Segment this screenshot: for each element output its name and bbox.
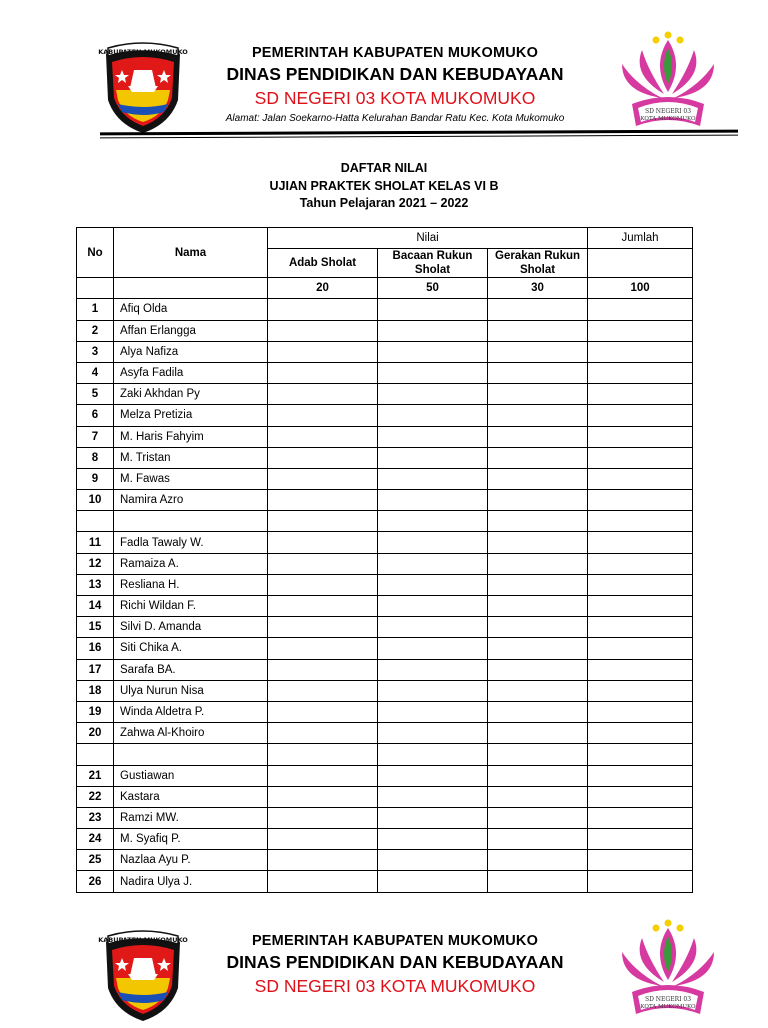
student-number: 3 xyxy=(77,341,114,362)
letterhead-top xyxy=(0,30,768,140)
score-gerakan-cell xyxy=(488,362,588,383)
score-gerakan-cell xyxy=(488,871,588,892)
score-adab-cell xyxy=(268,871,378,892)
table-row xyxy=(77,829,693,850)
score-bacaan-cell xyxy=(378,617,488,638)
score-bacaan-cell xyxy=(378,553,488,574)
grade-table xyxy=(76,227,693,893)
score-gerakan-cell xyxy=(488,850,588,871)
score-bacaan-cell xyxy=(378,405,488,426)
student-name xyxy=(114,511,268,532)
score-gerakan-cell xyxy=(488,701,588,722)
student-name: Affan Erlangga xyxy=(114,320,268,341)
score-adab-cell xyxy=(268,384,378,405)
score-gerakan-cell xyxy=(488,468,588,489)
score-total-cell xyxy=(588,596,693,617)
score-bacaan-cell xyxy=(378,659,488,680)
student-number: 23 xyxy=(77,807,114,828)
score-gerakan-cell xyxy=(488,511,588,532)
score-bacaan-cell xyxy=(378,871,488,892)
max-score-total: 100 xyxy=(588,278,693,299)
school-name: SD NEGERI 03 KOTA MUKOMUKO xyxy=(254,88,536,108)
score-bacaan-cell xyxy=(378,829,488,850)
student-number: 5 xyxy=(77,384,114,405)
score-total-cell xyxy=(588,490,693,511)
student-name: M. Tristan xyxy=(114,447,268,468)
kabupaten-mukomuko-emblem-icon xyxy=(98,40,188,135)
score-gerakan-cell xyxy=(488,659,588,680)
student-name: Asyfa Fadila xyxy=(114,362,268,383)
student-name: Zahwa Al-Khoiro xyxy=(114,723,268,744)
score-adab-cell xyxy=(268,701,378,722)
score-gerakan-cell xyxy=(488,807,588,828)
score-adab-cell xyxy=(268,680,378,701)
score-bacaan-cell xyxy=(378,384,488,405)
score-gerakan-cell xyxy=(488,723,588,744)
score-adab-cell xyxy=(268,659,378,680)
score-adab-cell xyxy=(268,553,378,574)
student-number: 25 xyxy=(77,850,114,871)
letterhead-text xyxy=(185,932,605,998)
score-total-cell xyxy=(588,405,693,426)
student-number: 6 xyxy=(77,405,114,426)
score-total-cell xyxy=(588,299,693,320)
header-gerakan-rukun-sholat: Gerakan Rukun Sholat xyxy=(488,249,588,278)
student-name: Ramaiza A. xyxy=(114,553,268,574)
score-total-cell xyxy=(588,807,693,828)
student-number: 9 xyxy=(77,468,114,489)
table-row xyxy=(77,638,693,659)
score-bacaan-cell xyxy=(378,574,488,595)
table-row xyxy=(77,490,693,511)
table-row xyxy=(77,659,693,680)
student-number xyxy=(77,744,114,765)
student-number: 16 xyxy=(77,638,114,659)
score-total-cell xyxy=(588,871,693,892)
score-adab-cell xyxy=(268,490,378,511)
right-logo-label-2: KOTA MUKOMUKO xyxy=(640,116,696,122)
score-adab-cell xyxy=(268,829,378,850)
student-name: Gustiawan xyxy=(114,765,268,786)
score-gerakan-cell xyxy=(488,341,588,362)
student-number: 26 xyxy=(77,871,114,892)
score-gerakan-cell xyxy=(488,786,588,807)
student-name xyxy=(114,744,268,765)
table-row xyxy=(77,786,693,807)
student-name: Resliana H. xyxy=(114,574,268,595)
score-gerakan-cell xyxy=(488,680,588,701)
score-gerakan-cell xyxy=(488,829,588,850)
score-total-cell xyxy=(588,362,693,383)
score-adab-cell xyxy=(268,574,378,595)
max-score-adab: 20 xyxy=(268,278,378,299)
score-bacaan-cell xyxy=(378,447,488,468)
score-total-cell xyxy=(588,617,693,638)
score-total-cell xyxy=(588,468,693,489)
header-nama: Nama xyxy=(114,228,268,278)
student-number: 22 xyxy=(77,786,114,807)
score-adab-cell xyxy=(268,511,378,532)
school-lotus-logo-icon xyxy=(612,30,724,130)
score-adab-cell xyxy=(268,765,378,786)
student-number xyxy=(77,511,114,532)
score-total-cell xyxy=(588,765,693,786)
header-nilai: Nilai xyxy=(268,228,588,249)
student-name: Zaki Akhdan Py xyxy=(114,384,268,405)
score-bacaan-cell xyxy=(378,850,488,871)
table-row xyxy=(77,680,693,701)
score-total-cell xyxy=(588,384,693,405)
score-total-cell xyxy=(588,723,693,744)
table-row xyxy=(77,532,693,553)
score-adab-cell xyxy=(268,638,378,659)
table-row xyxy=(77,553,693,574)
header-bacaan-rukun-sholat: Bacaan Rukun Sholat xyxy=(378,249,488,278)
student-name: Melza Pretizia xyxy=(114,405,268,426)
table-row xyxy=(77,723,693,744)
student-number: 14 xyxy=(77,596,114,617)
score-gerakan-cell xyxy=(488,553,588,574)
score-total-cell xyxy=(588,744,693,765)
header-adab-sholat: Adab Sholat xyxy=(268,249,378,278)
score-bacaan-cell xyxy=(378,680,488,701)
table-row xyxy=(77,850,693,871)
table-row xyxy=(77,320,693,341)
score-adab-cell xyxy=(268,362,378,383)
score-adab-cell xyxy=(268,850,378,871)
title-line-3: Tahun Pelajaran 2021 – 2022 xyxy=(299,196,469,210)
score-total-cell xyxy=(588,659,693,680)
score-gerakan-cell xyxy=(488,447,588,468)
table-row xyxy=(77,341,693,362)
score-bacaan-cell xyxy=(378,807,488,828)
student-name: Nazlaa Ayu P. xyxy=(114,850,268,871)
score-total-cell xyxy=(588,850,693,871)
table-row xyxy=(77,405,693,426)
student-name: Sarafa BA. xyxy=(114,659,268,680)
student-number: 1 xyxy=(77,299,114,320)
score-adab-cell xyxy=(268,447,378,468)
header-row-1 xyxy=(77,228,693,249)
table-row xyxy=(77,299,693,320)
score-bacaan-cell xyxy=(378,320,488,341)
header-no: No xyxy=(77,228,114,278)
score-total-cell xyxy=(588,320,693,341)
score-gerakan-cell xyxy=(488,405,588,426)
table-row xyxy=(77,765,693,786)
student-name: M. Fawas xyxy=(114,468,268,489)
student-name: Ulya Nurun Nisa xyxy=(114,680,268,701)
score-adab-cell xyxy=(268,596,378,617)
score-adab-cell xyxy=(268,786,378,807)
student-name: Alya Nafiza xyxy=(114,341,268,362)
student-name: Silvi D. Amanda xyxy=(114,617,268,638)
score-gerakan-cell xyxy=(488,490,588,511)
score-bacaan-cell xyxy=(378,723,488,744)
score-adab-cell xyxy=(268,405,378,426)
student-number: 13 xyxy=(77,574,114,595)
score-adab-cell xyxy=(268,341,378,362)
score-gerakan-cell xyxy=(488,744,588,765)
score-total-cell xyxy=(588,574,693,595)
student-number: 24 xyxy=(77,829,114,850)
score-adab-cell xyxy=(268,468,378,489)
max-score-bacaan: 50 xyxy=(378,278,488,299)
student-number: 21 xyxy=(77,765,114,786)
max-score-gerakan: 30 xyxy=(488,278,588,299)
title-line-1: DAFTAR NILAI xyxy=(340,161,428,175)
table-row xyxy=(77,447,693,468)
score-bacaan-cell xyxy=(378,299,488,320)
score-adab-cell xyxy=(268,744,378,765)
school-address: Alamat: Jalan Soekarno-Hatta Kelurahan Bandar Ratu Kec. Kota Mukomuko xyxy=(225,113,565,124)
right-logo-label-2: KOTA MUKOMUKO xyxy=(640,1004,696,1010)
student-name: Winda Aldetra P. xyxy=(114,701,268,722)
table-row xyxy=(77,511,693,532)
letterhead-text xyxy=(185,44,605,126)
score-gerakan-cell xyxy=(488,596,588,617)
table-row xyxy=(77,701,693,722)
score-gerakan-cell xyxy=(488,320,588,341)
left-logo-label: KABUPATEN MUKOMUKO xyxy=(98,48,188,56)
student-number: 7 xyxy=(77,426,114,447)
left-logo-label: KABUPATEN MUKOMUKO xyxy=(98,936,188,944)
document-title xyxy=(0,160,768,213)
right-logo-label-1: SD NEGERI 03 xyxy=(644,996,692,1003)
score-adab-cell xyxy=(268,299,378,320)
score-total-cell xyxy=(588,341,693,362)
government-name: PEMERINTAH KABUPATEN MUKOMUKO xyxy=(251,933,539,949)
score-total-cell xyxy=(588,447,693,468)
grade-table-body xyxy=(77,299,693,892)
table-row xyxy=(77,362,693,383)
student-name: Kastara xyxy=(114,786,268,807)
student-number: 12 xyxy=(77,553,114,574)
score-total-cell xyxy=(588,426,693,447)
score-bacaan-cell xyxy=(378,426,488,447)
table-row xyxy=(77,617,693,638)
score-gerakan-cell xyxy=(488,765,588,786)
score-bacaan-cell xyxy=(378,468,488,489)
student-number: 10 xyxy=(77,490,114,511)
score-bacaan-cell xyxy=(378,511,488,532)
score-adab-cell xyxy=(268,532,378,553)
table-row xyxy=(77,871,693,892)
score-adab-cell xyxy=(268,617,378,638)
table-row xyxy=(77,596,693,617)
score-bacaan-cell xyxy=(378,786,488,807)
score-bacaan-cell xyxy=(378,341,488,362)
student-name: M. Syafiq P. xyxy=(114,829,268,850)
score-bacaan-cell xyxy=(378,744,488,765)
header-max-blank-2 xyxy=(114,278,268,299)
score-gerakan-cell xyxy=(488,299,588,320)
score-total-cell xyxy=(588,829,693,850)
student-number: 20 xyxy=(77,723,114,744)
score-adab-cell xyxy=(268,426,378,447)
score-bacaan-cell xyxy=(378,701,488,722)
student-number: 2 xyxy=(77,320,114,341)
score-gerakan-cell xyxy=(488,638,588,659)
score-bacaan-cell xyxy=(378,596,488,617)
score-total-cell xyxy=(588,532,693,553)
student-name: Namira Azro xyxy=(114,490,268,511)
right-logo-label-1: SD NEGERI 03 xyxy=(644,108,692,115)
student-name: Richi Wildan F. xyxy=(114,596,268,617)
student-name: Nadira Ulya J. xyxy=(114,871,268,892)
table-row xyxy=(77,468,693,489)
score-gerakan-cell xyxy=(488,617,588,638)
score-bacaan-cell xyxy=(378,532,488,553)
score-bacaan-cell xyxy=(378,765,488,786)
score-total-cell xyxy=(588,786,693,807)
score-gerakan-cell xyxy=(488,384,588,405)
header-jumlah-blank xyxy=(588,249,693,278)
student-name: M. Haris Fahyim xyxy=(114,426,268,447)
student-number: 11 xyxy=(77,532,114,553)
student-number: 15 xyxy=(77,617,114,638)
score-adab-cell xyxy=(268,723,378,744)
student-number: 17 xyxy=(77,659,114,680)
letterhead-bottom xyxy=(0,918,768,1028)
score-bacaan-cell xyxy=(378,638,488,659)
student-name: Fadla Tawaly W. xyxy=(114,532,268,553)
score-adab-cell xyxy=(268,807,378,828)
office-name: DINAS PENDIDIKAN DAN KEBUDAYAAN xyxy=(226,64,564,84)
score-total-cell xyxy=(588,701,693,722)
score-total-cell xyxy=(588,680,693,701)
title-line-2: UJIAN PRAKTEK SHOLAT KELAS VI B xyxy=(269,178,499,193)
table-row xyxy=(77,384,693,405)
score-total-cell xyxy=(588,511,693,532)
school-lotus-logo-icon xyxy=(612,918,724,1018)
student-number: 4 xyxy=(77,362,114,383)
score-bacaan-cell xyxy=(378,490,488,511)
score-gerakan-cell xyxy=(488,574,588,595)
student-name: Siti Chika A. xyxy=(114,638,268,659)
header-max-row xyxy=(77,278,693,299)
table-row xyxy=(77,807,693,828)
office-name: DINAS PENDIDIKAN DAN KEBUDAYAAN xyxy=(226,952,564,972)
table-row xyxy=(77,744,693,765)
kabupaten-mukomuko-emblem-icon xyxy=(98,928,188,1023)
student-name: Afiq Olda xyxy=(114,299,268,320)
score-gerakan-cell xyxy=(488,426,588,447)
student-name: Ramzi MW. xyxy=(114,807,268,828)
student-number: 18 xyxy=(77,680,114,701)
score-bacaan-cell xyxy=(378,362,488,383)
student-number: 8 xyxy=(77,447,114,468)
score-gerakan-cell xyxy=(488,532,588,553)
student-number: 19 xyxy=(77,701,114,722)
score-total-cell xyxy=(588,638,693,659)
header-jumlah: Jumlah xyxy=(588,228,693,249)
score-adab-cell xyxy=(268,320,378,341)
table-row xyxy=(77,426,693,447)
table-row xyxy=(77,574,693,595)
school-name: SD NEGERI 03 KOTA MUKOMUKO xyxy=(254,976,536,996)
score-total-cell xyxy=(588,553,693,574)
header-max-blank-1 xyxy=(77,278,114,299)
government-name: PEMERINTAH KABUPATEN MUKOMUKO xyxy=(251,45,539,61)
